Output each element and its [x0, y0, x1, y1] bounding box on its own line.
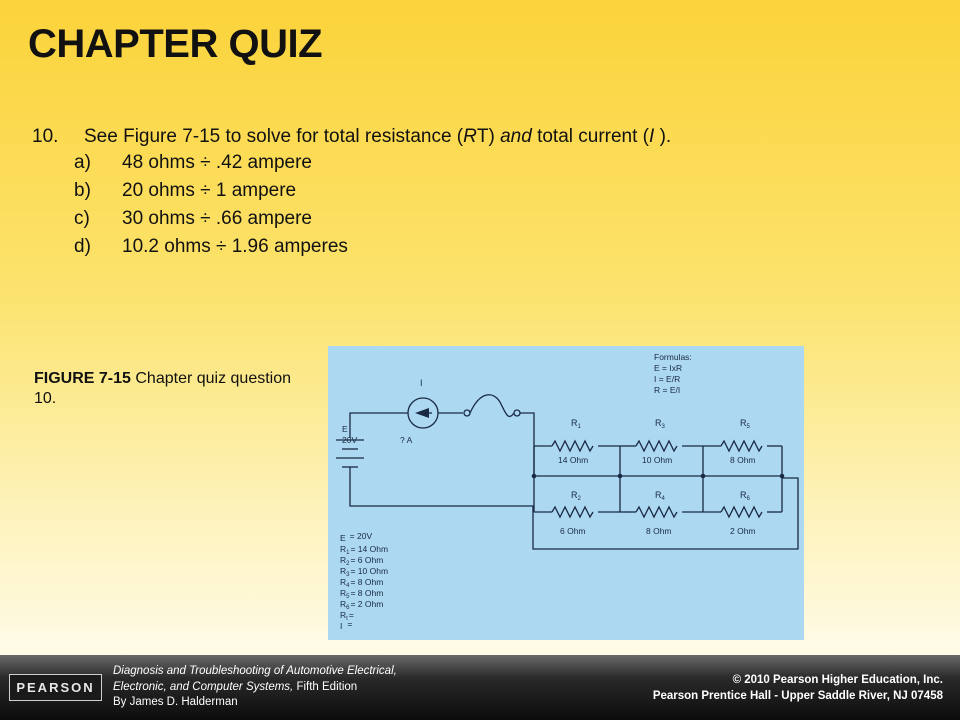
formulas-label: Formulas: [654, 352, 692, 362]
given-line: $R_4= 8$ Ohm [340, 577, 384, 589]
question-text: See Figure 7-15 to solve for total resistance (RT) and total current (I ). [84, 126, 672, 147]
current-label: ? A [400, 435, 413, 445]
battery-label-e: E [342, 424, 348, 434]
slide-title: CHAPTER QUIZ [28, 22, 322, 66]
answer-letter: a) [74, 152, 91, 173]
ammeter-arrow-icon [415, 408, 429, 418]
figure-caption: FIGURE 7-15 Chapter quiz question 10. [34, 370, 292, 407]
given-line: E = 20V [340, 531, 373, 543]
resistor-label-r5: $R_5$ [740, 418, 750, 430]
book-credit [113, 664, 397, 711]
answer-letter: d) [74, 236, 91, 257]
resistor-r4 [636, 507, 677, 517]
given-line: $R_3= 10$ Ohm [340, 566, 389, 578]
given-line: $R_2= 6$ Ohm [340, 555, 384, 567]
formula-line: E = IxR [654, 363, 683, 373]
resistor-label-r1: $R_1$ [571, 418, 581, 430]
junction-dot [618, 474, 623, 479]
answer-text: 48 ohms ÷ .42 ampere [122, 152, 312, 173]
given-line: $R_5= 8$ Ohm [340, 588, 384, 600]
wire-to-network [520, 413, 534, 476]
resistor-label-r3: $R_3$ [655, 418, 665, 430]
resistor-value-r4: 8 Ohm [646, 526, 672, 536]
formula-line: R = E/I [654, 385, 681, 395]
ammeter-label: I [420, 378, 423, 388]
formula-line: I = E/R [654, 374, 681, 384]
resistor-value-r5: 8 Ohm [730, 455, 756, 465]
resistor-r2 [552, 507, 593, 517]
answer-letter: c) [74, 208, 90, 229]
junction-dot [532, 474, 537, 479]
question-number: 10. [32, 126, 59, 147]
resistor-value-r6: 2 Ohm [730, 526, 756, 536]
footer-bar [0, 655, 960, 720]
given-line: $R_t=$ [340, 610, 354, 622]
resistor-label-r6: $R_6$ [740, 490, 750, 502]
junction-dot [701, 474, 706, 479]
resistor-r6 [721, 507, 762, 517]
circuit-diagram [328, 346, 804, 640]
fuse [470, 395, 514, 417]
resistor-value-r2: 6 Ohm [560, 526, 586, 536]
resistor-r5 [721, 441, 762, 451]
given-values [340, 531, 388, 631]
resistor-value-r1: 14 Ohm [558, 455, 589, 465]
battery-label-volts: 20V [342, 435, 358, 445]
resistor-value-r3: 10 Ohm [642, 455, 673, 465]
given-line: $R_6= 2$ Ohm [340, 599, 384, 611]
given-line: I = [340, 619, 353, 631]
book-title-line-1: Diagnosis and Troubleshooting of Automotive Electrical, [113, 665, 397, 677]
copyright-line-2: Pearson Prentice Hall - Upper Saddle River, NJ 07458 [652, 689, 943, 702]
fuse-terminal-right [514, 410, 520, 416]
answer-text: 20 ohms ÷ 1 ampere [122, 180, 297, 201]
circuit-figure [328, 346, 804, 640]
resistor-label-r4: $R_4$ [655, 490, 665, 502]
book-edition: Fifth Edition [293, 680, 358, 693]
answer-letter: b) [74, 180, 91, 201]
answer-text: 10.2 ohms ÷ 1.96 amperes [122, 236, 348, 257]
copyright [653, 673, 943, 704]
copyright-line-1: © 2010 Pearson Higher Education, Inc. [732, 674, 943, 686]
pearson-logo: PEARSON [9, 674, 102, 701]
junction-dot [780, 474, 785, 479]
resistor-r3 [636, 441, 677, 451]
book-author: By James D. Halderman [113, 696, 238, 708]
resistor-label-r2: $R_2$ [571, 490, 581, 502]
resistor-r1 [552, 441, 593, 451]
fuse-terminal-left [464, 410, 470, 416]
book-title-line-2: Electronic, and Computer Systems, [113, 680, 294, 693]
answer-text: 30 ohms ÷ .66 ampere [122, 208, 312, 229]
given-line: $R_1= 14$ Ohm [340, 544, 389, 556]
